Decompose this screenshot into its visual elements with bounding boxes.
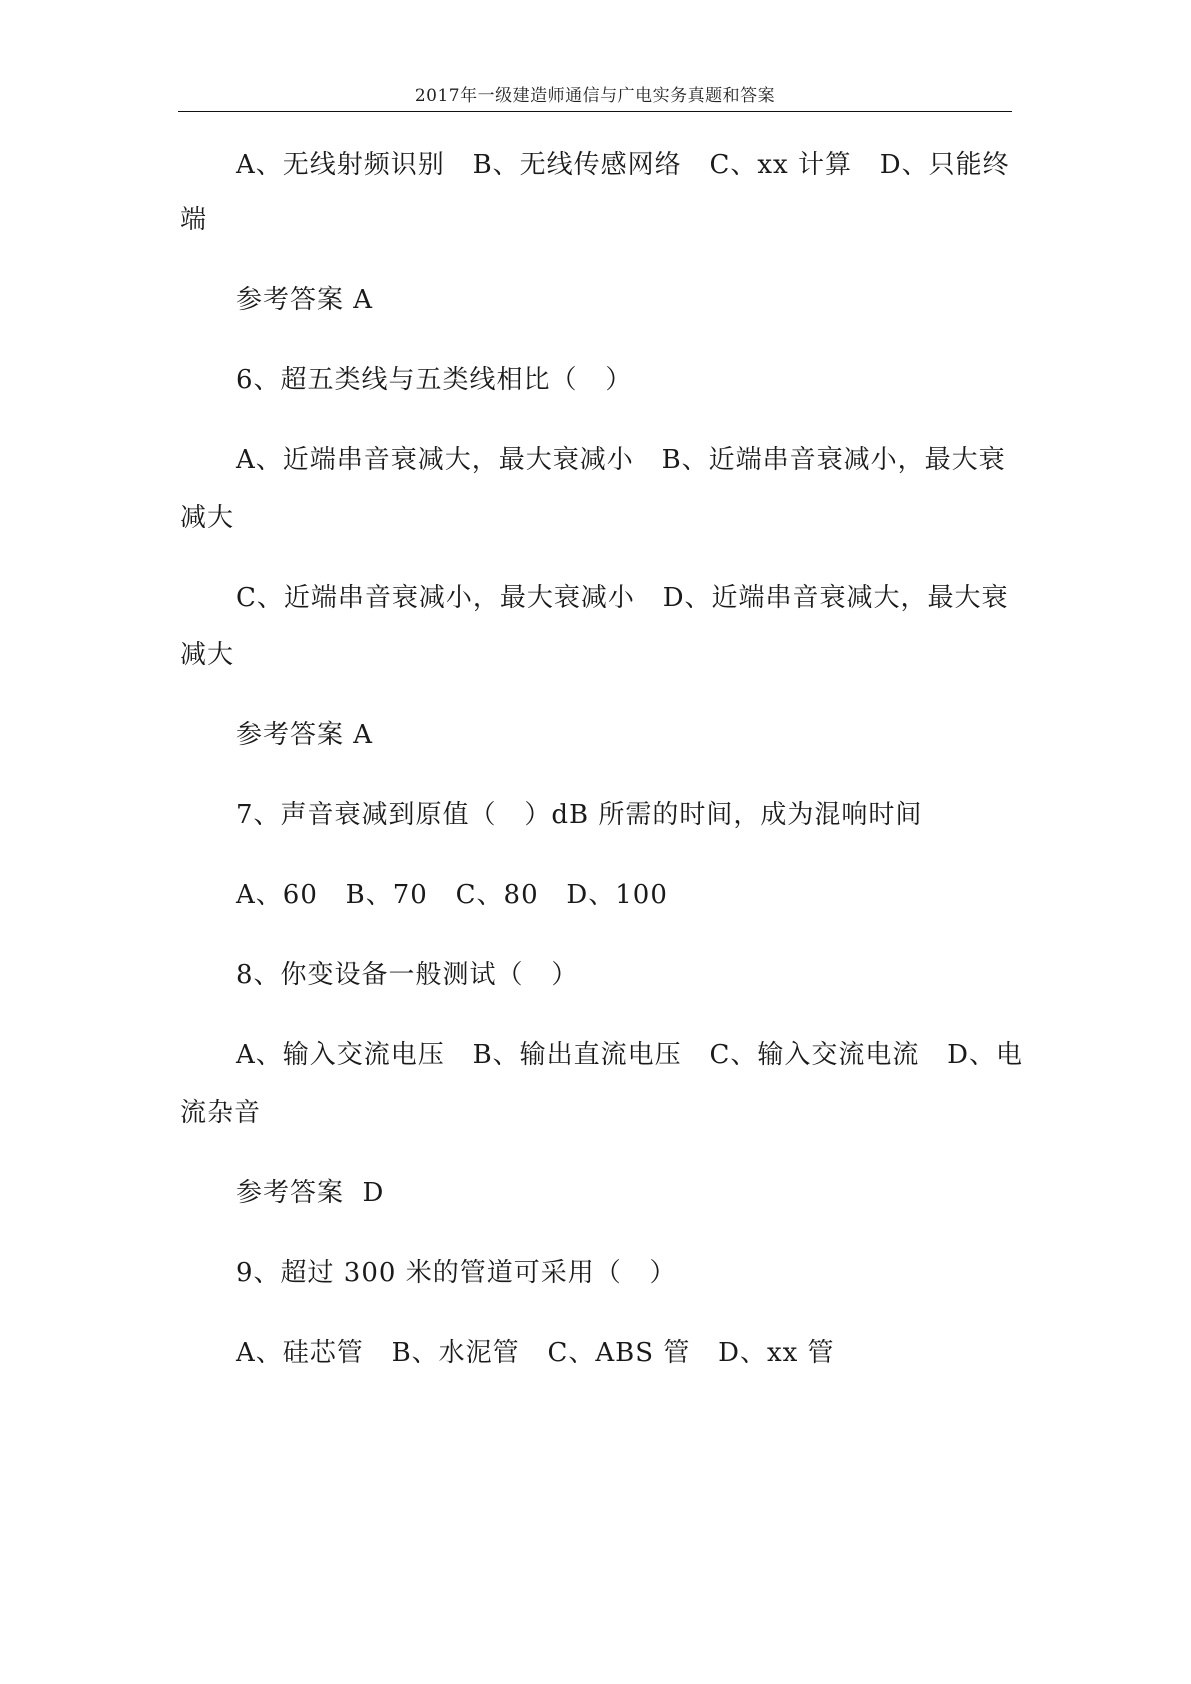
q8-options-line2: 流杂音 <box>180 1098 262 1128</box>
q8-question: 8、你变设备一般测试（ ） <box>236 960 579 990</box>
header-divider <box>178 111 1012 112</box>
q9-question: 9、超过 300 米的管道可采用（ ） <box>236 1258 677 1288</box>
q6-options-cd-line1: C、近端串音衰减小，最大衰减小 D、近端串音衰减大，最大衰 <box>236 583 1009 613</box>
q6-options-ab-line1: A、近端串音衰减大，最大衰减小 B、近端串音衰减小，最大衰 <box>236 445 1006 475</box>
q8-options-line1: A、输入交流电压 B、输出直流电压 C、输入交流电流 D、电 <box>236 1040 1024 1070</box>
q6-question: 6、超五类线与五类线相比（ ） <box>236 365 633 395</box>
q5-options-line1: A、无线射频识别 B、无线传感网络 C、xx 计算 D、只能终 <box>236 150 1010 180</box>
q5-answer: 参考答案 A <box>236 285 374 315</box>
q6-options-ab-line2: 减大 <box>180 503 235 533</box>
q6-options-cd-line2: 减大 <box>180 640 235 670</box>
q6-answer: 参考答案 A <box>236 720 374 750</box>
q7-question: 7、声音衰减到原值（ ）dB 所需的时间，成为混响时间 <box>236 800 923 830</box>
q5-options-line2: 端 <box>180 205 208 235</box>
q7-options: A、60 B、70 C、80 D、100 <box>236 880 668 910</box>
page-header-title: 2017年一级建造师通信与广电实务真题和答案 <box>414 86 776 106</box>
q9-options: A、硅芯管 B、水泥管 C、ABS 管 D、xx 管 <box>236 1338 835 1368</box>
q8-answer: 参考答案 D <box>236 1178 385 1208</box>
